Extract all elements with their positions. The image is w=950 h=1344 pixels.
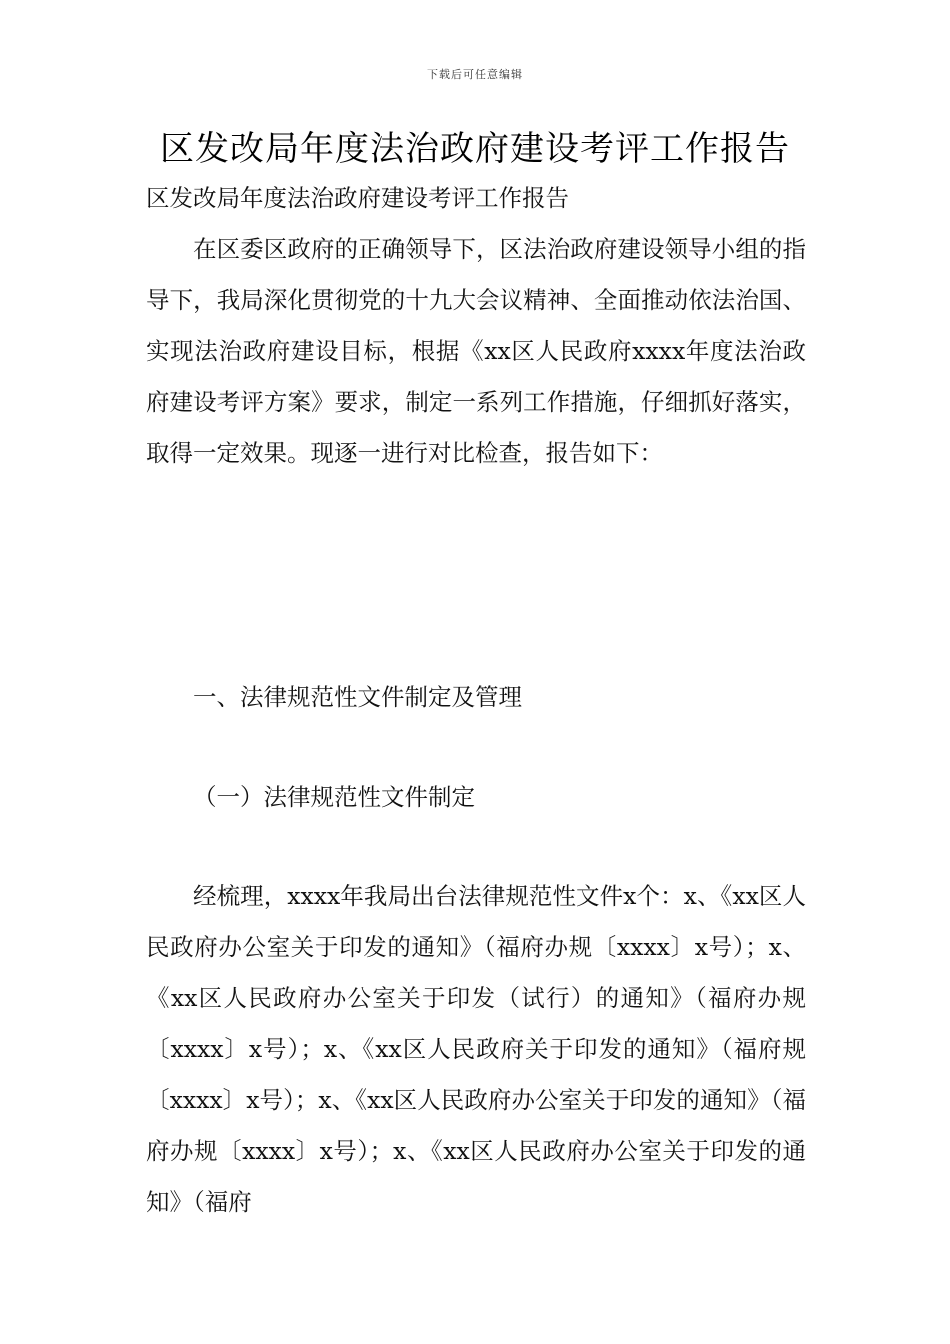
- header-note: 下载后可任意编辑: [427, 68, 523, 81]
- section-heading-1: 一、法律规范性文件制定及管理: [193, 683, 522, 711]
- intro-paragraph: 在区委区政府的正确领导下，区法治政府建设领导小组的指导下，我局深化贯彻党的十九大会议精神、全面推动依法治国、实现法治政府建设目标，根据《xx区人民政府xxxx年度法治政府建设考评方案》要求，制定一系列工作措施，仔细抓好落实，取得一定效果。现逐一进行对比检查，报告如下：: [146, 235, 806, 467]
- section-heading-2: （一）法律规范性文件制定: [193, 783, 475, 811]
- document-title: 区发改局年度法治政府建设考评工作报告: [160, 129, 790, 169]
- document-subtitle: 区发改局年度法治政府建设考评工作报告: [146, 184, 569, 212]
- detail-paragraph: 经梳理，xxxx年我局出台法律规范性文件x个：x、《xx区人民政府办公室关于印发的通知》（福府办规〔xxxx〕x号）；x、《xx区人民政府办公室关于印发（试行）的通知》（福府办规〔xxxx〕x号）；x、《xx区人民政府关于印发的通知》（福府规〔xxxx〕x号）；x、《xx区人民政府办公室关于印发的通知》（福府办规〔xxxx〕x号）；x、《xx区人民政府办公室关于印发的通知》（福府: [146, 882, 806, 1216]
